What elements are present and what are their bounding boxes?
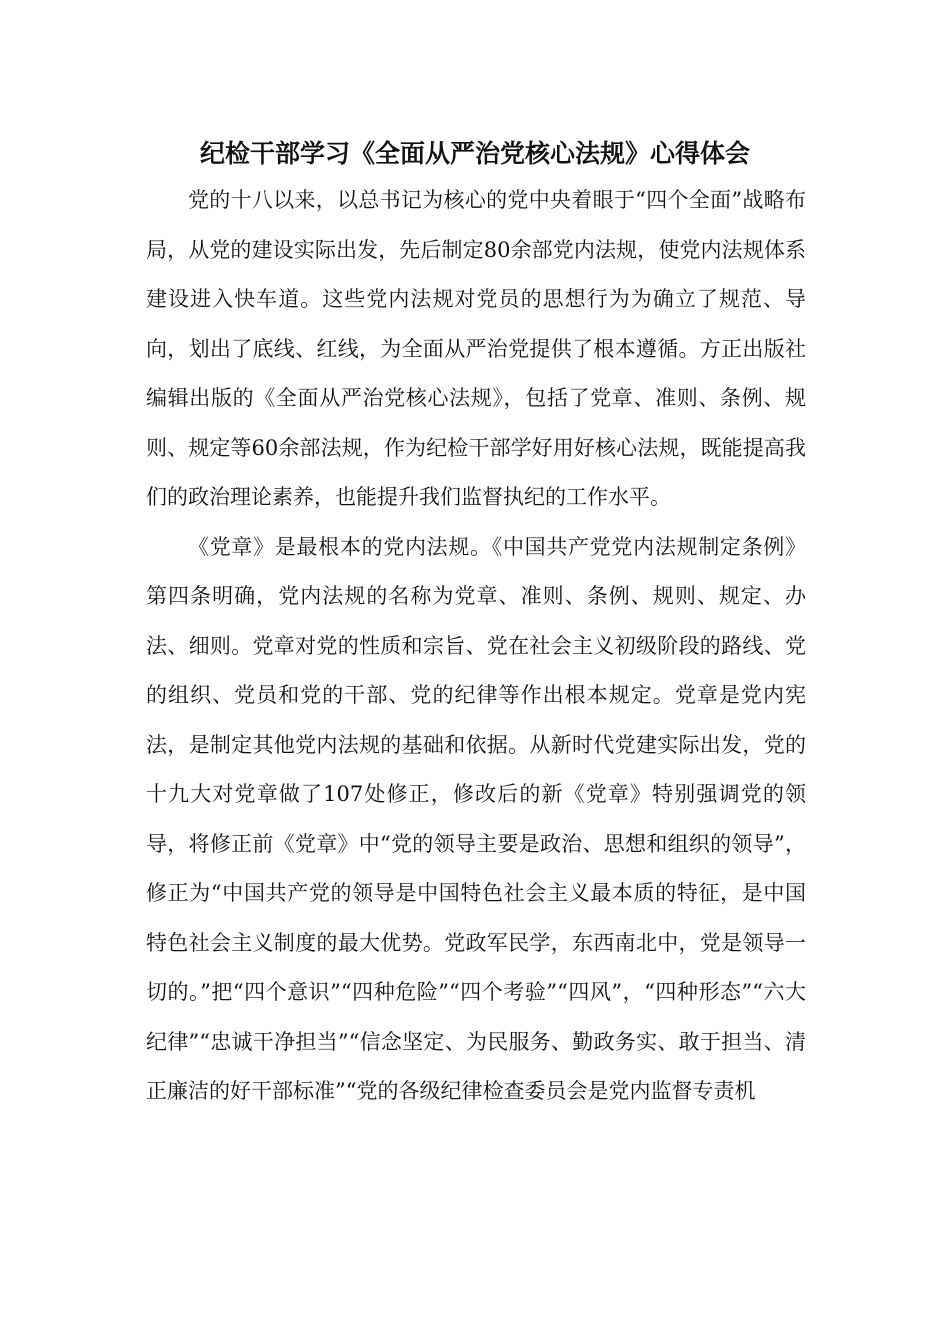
document-body	[146, 176, 806, 1117]
paragraph-2: 《党章》是最根本的党内法规。《中国共产党党内法规制定条例》第四条明确，党内法规的名称为党章、准则、条例、规则、规定、办法、细则。党章对党的性质和宗旨、党在社会主义初级阶段的路线、党的组织、党员和党的干部、党的纪律等作出根本规定。党章是党内宪法，是制定其他党内法规的基础和依据。从新时代党建实际出发，党的十九大对党章做了107处修正，修改后的新《党章》特别强调党的领导，将修正前《党章》中“党的领导主要是政治、思想和组织的领导”，修正为“中国共产党的领导是中国特色社会主义最本质的特征，是中国特色社会主义制度的最大优势。党政军民学，东西南北中，党是领导一切的。”把“四个意识”“四种危险”“四个考验”“四风”，“四种形态”“六大纪律”“忠诚干净担当”“信念坚定、为民服务、勤政务实、敢于担当、清正廉洁的好干部标准”“党的各级纪律检查委员会是党内监督专责机	[146, 534, 806, 1103]
paragraph-1: 党的十八以来，以总书记为核心的党中央着眼于“四个全面”战略布局，从党的建设实际出发，先后制定80余部党内法规，使党内法规体系建设进入快车道。这些党内法规对党员的思想行为为确立了规范、导向，划出了底线、红线，为全面从严治党提供了根本遵循。方正出版社编辑出版的《全面从严治党核心法规》，包括了党章、准则、条例、规则、规定等60余部法规，作为纪检干部学好用好核心法规，既能提高我们的政治理论素养，也能提升我们监督执纪的工作水平。	[146, 188, 806, 509]
document-title: 纪检干部学习《全面从严治党核心法规》心得体会	[199, 139, 750, 168]
